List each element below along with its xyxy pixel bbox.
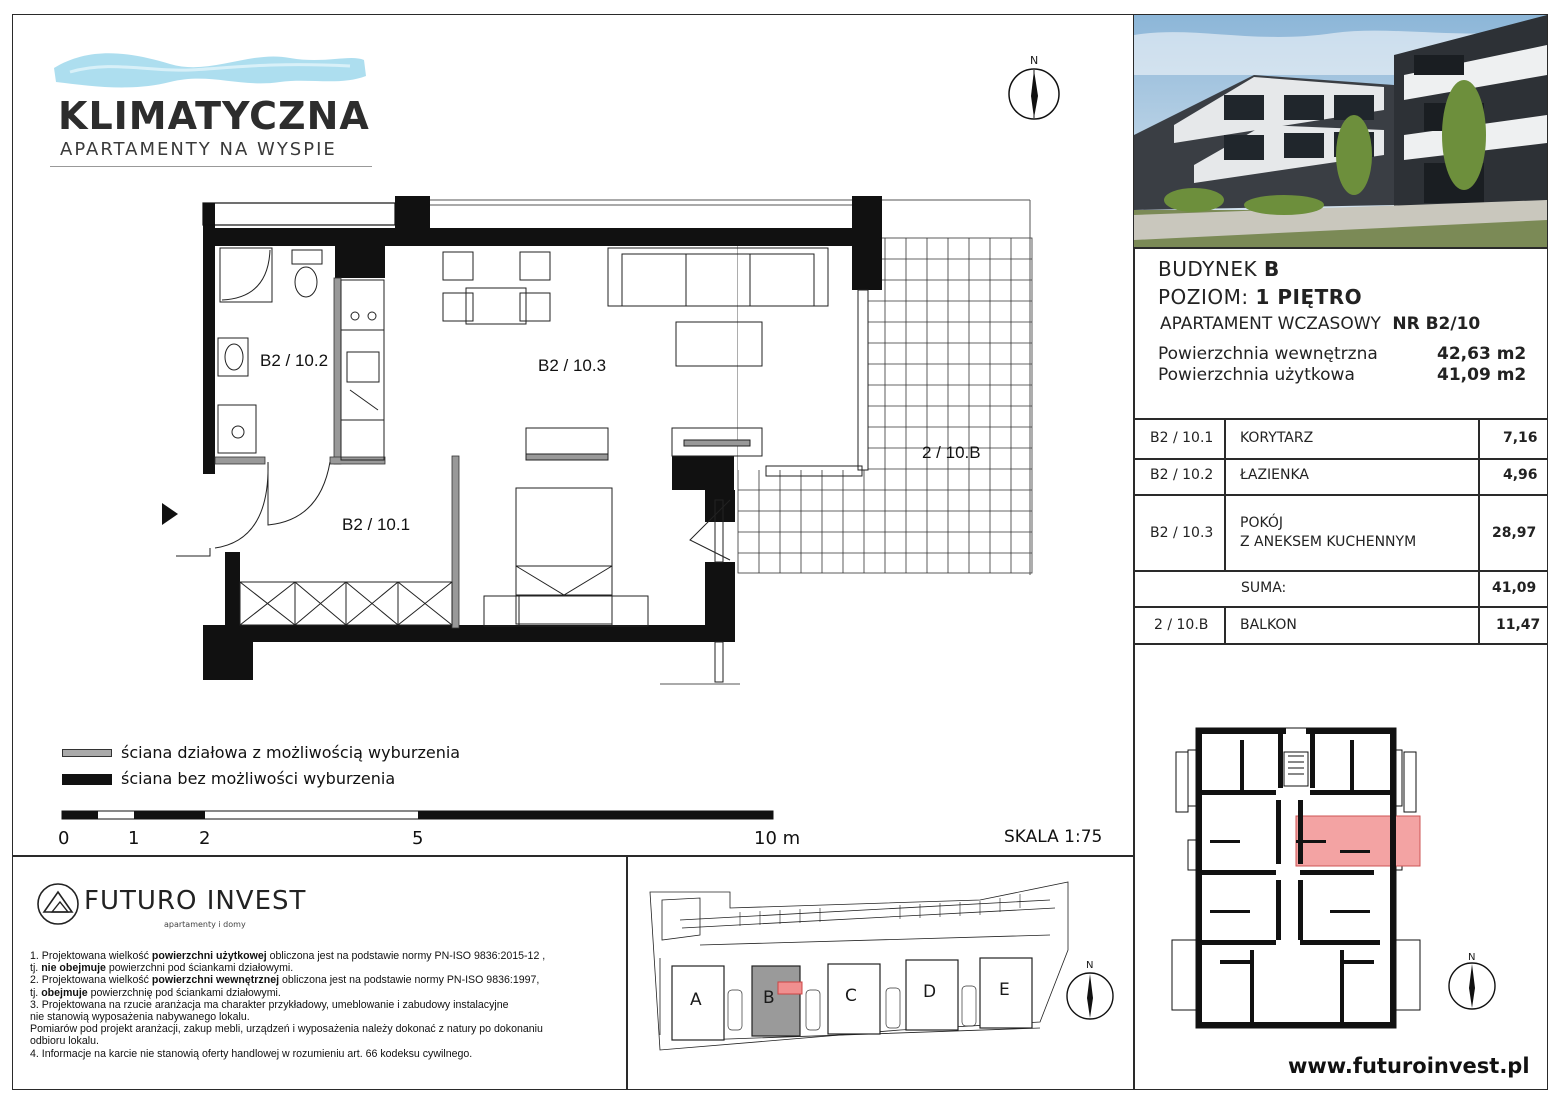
scale-tick-1: 1 <box>128 828 140 849</box>
level-line <box>1158 285 1362 309</box>
divider-under-photo <box>1134 247 1548 249</box>
area-usable-label: Powierzchnia użytkowa <box>1158 365 1355 385</box>
table-row-3-name: POKÓJ <box>1240 515 1284 531</box>
brand-subtitle: APARTAMENTY NA WYSPIE <box>60 139 337 160</box>
developer-tagline: apartamenty i domy <box>164 920 246 929</box>
floor-key-plan <box>1168 722 1428 1034</box>
table-row-3-code: B2 / 10.3 <box>1150 525 1214 541</box>
area-inner-label: Powierzchnia wewnętrzna <box>1158 344 1378 364</box>
table-sum-value: 41,09 <box>1492 580 1537 596</box>
table-row-2-area: 4,96 <box>1503 467 1538 483</box>
note-line: tj. obejmuje powierzchnię pod ściankami działowymi. <box>30 986 281 999</box>
room-label-b2-10-1: B2 / 10.1 <box>342 515 411 534</box>
legend-swatch-gray <box>62 749 112 757</box>
apartment-line <box>1160 314 1480 334</box>
table-col-rule <box>1478 418 1480 643</box>
floor-plan <box>150 190 1050 690</box>
legend-label-gray: ściana działowa z możliwością wyburzenia <box>121 743 461 762</box>
legend-label-black: ściana bez możliwości wyburzenia <box>121 769 396 788</box>
compass-north-label: N <box>1030 54 1039 67</box>
area-usable-value: 41,09 m2 <box>1437 365 1527 385</box>
note-line: 3. Projektowana na rzucie aranżacja ma charakter przykładowy, umeblowanie i zabudowy instalacyjne <box>30 998 509 1011</box>
table-row-3-area: 28,97 <box>1492 525 1537 541</box>
divider-bottom-band <box>12 855 1134 857</box>
table-balcony-area: 11,47 <box>1496 617 1541 633</box>
note-line: nie stanowią wyposażenia nabywanego lokalu. <box>30 1011 250 1024</box>
area-inner-value: 42,63 m2 <box>1437 344 1527 364</box>
table-row-1-name: KORYTARZ <box>1240 430 1314 446</box>
note-line: Pomiarów pod projekt aranżacji, zakup mebli, urządzeń i wyposażenia należy dokonać z natury po dokonaniu <box>30 1023 543 1036</box>
table-row-2-code: B2 / 10.2 <box>1150 467 1214 483</box>
scale-tick-5: 5 <box>412 828 424 849</box>
table-row-3-name2: Z ANEKSEM KUCHENNYM <box>1240 534 1417 550</box>
legend-swatch-black <box>62 774 112 785</box>
table-rule <box>1134 643 1548 645</box>
futuro-logo-icon <box>36 882 80 926</box>
table-rule <box>1134 494 1548 496</box>
scale-tick-10: 10 m <box>754 828 801 849</box>
building-rendering-image <box>1134 15 1547 248</box>
table-balcony-code: 2 / 10.B <box>1154 617 1209 633</box>
scale-bar <box>60 808 776 822</box>
note-line: 2. Projektowana wielkość powierzchni wewnętrznej obliczona jest na podstawie normy PN-ISO 9836:1997, <box>30 974 540 987</box>
table-sum-label: SUMA: <box>1241 580 1287 596</box>
scale-tick-0: 0 <box>58 828 70 849</box>
building-label: BUDYNEK <box>1158 257 1258 281</box>
table-col-rule <box>1224 606 1226 643</box>
building-value: B <box>1263 257 1280 281</box>
table-balcony-name: BALKON <box>1240 617 1297 633</box>
site-building-c: C <box>845 986 857 1006</box>
scale-label: SKALA 1:75 <box>1004 827 1103 847</box>
table-rule <box>1134 606 1548 608</box>
wardrobe <box>240 582 452 625</box>
apartment-label: APARTAMENT WCZASOWY <box>1160 314 1381 334</box>
compass-site-north: N <box>1086 960 1094 971</box>
brand-title: KLIMATYCZNA <box>58 94 370 138</box>
dining-set <box>443 252 550 324</box>
room-label-b2-10-3: B2 / 10.3 <box>538 356 607 375</box>
room-label-balcony: 2 / 10.B <box>922 443 981 462</box>
level-label: POZIOM: <box>1158 285 1249 309</box>
brand-underline <box>50 166 372 167</box>
table-rule <box>1134 418 1548 420</box>
bed <box>484 488 648 626</box>
building-line <box>1158 257 1280 281</box>
level-value: 1 PIĘTRO <box>1255 285 1363 309</box>
apartment-number: NR B2/10 <box>1392 314 1481 334</box>
website-link[interactable]: www.futuroinvest.pl <box>1288 1054 1530 1078</box>
table-rule <box>1134 570 1548 572</box>
site-plan <box>640 876 1080 1052</box>
tv-units <box>526 428 762 460</box>
compass-small-north: N <box>1468 952 1476 963</box>
divider-notes-siteplan <box>626 855 628 1090</box>
table-row-1-code: B2 / 10.1 <box>1150 430 1214 446</box>
brand-wave-logo <box>50 42 370 94</box>
table-col-rule <box>1224 418 1226 570</box>
scale-tick-2: 2 <box>199 828 211 849</box>
note-line: tj. nie obejmuje powierzchni pod ściankami działowymi. <box>30 962 294 975</box>
note-line: 4. Informacje na karcie nie stanowią oferty handlowej w rozumieniu art. 66 kodeksu cywilnego. <box>30 1047 473 1060</box>
table-row-1-area: 7,16 <box>1503 430 1538 446</box>
site-building-a: A <box>690 990 702 1010</box>
site-building-b: B <box>763 988 775 1008</box>
table-row-2-name: ŁAZIENKA <box>1240 467 1309 483</box>
note-line: 1. Projektowana wielkość powierzchni użytkowej obliczona jest na podstawie normy PN-ISO 9836:2015-12 , <box>30 950 546 962</box>
site-building-e: E <box>999 980 1010 1000</box>
notes-block <box>30 950 620 1060</box>
developer-name: FUTURO INVEST <box>84 886 307 916</box>
entry-arrow-icon <box>162 503 178 525</box>
table-rule <box>1134 458 1548 460</box>
note-line: odbioru lokalu. <box>30 1035 99 1048</box>
kitchen-unit <box>341 280 384 460</box>
room-label-b2-10-2: B2 / 10.2 <box>260 351 329 370</box>
site-building-d: D <box>923 982 937 1002</box>
doors <box>215 462 730 682</box>
